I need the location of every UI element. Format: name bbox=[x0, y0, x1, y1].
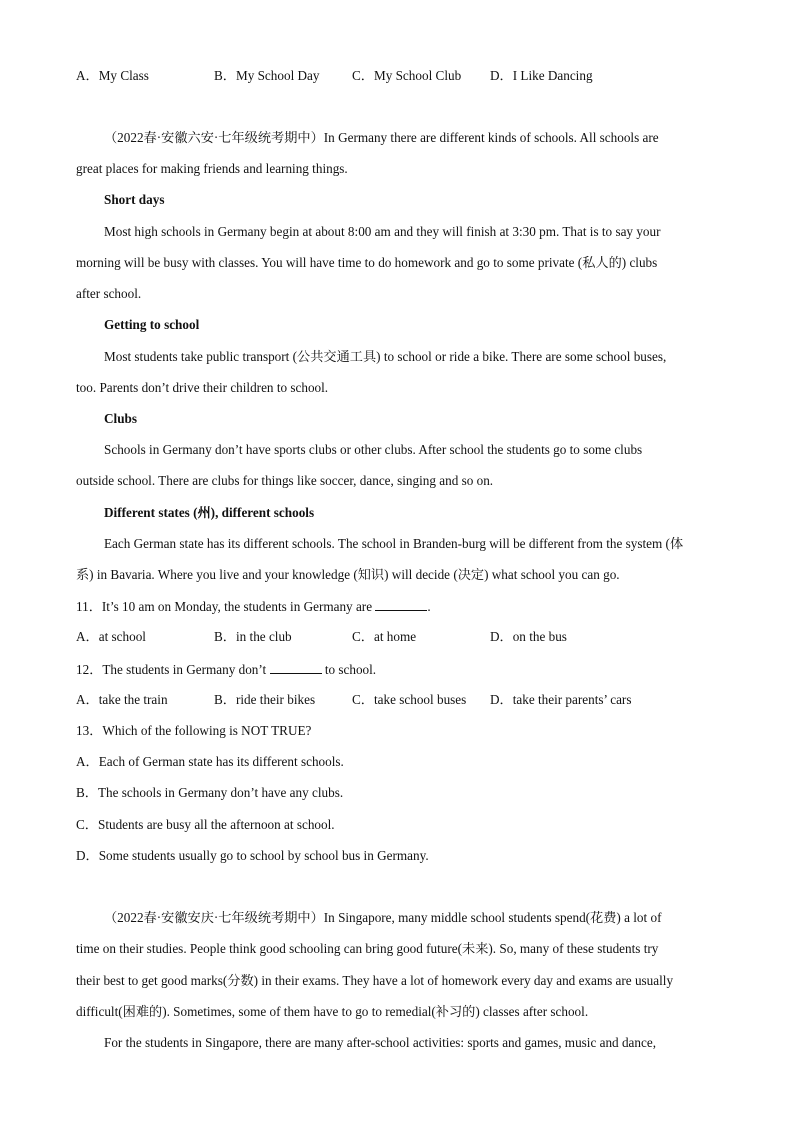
passage2-intro-line1: （2022春·安徽安庆·七年级统考期中）In Singapore, many middle school students spend(花费) a lot of bbox=[104, 910, 662, 925]
q10-option-d[interactable]: D．I Like Dancing bbox=[490, 68, 593, 83]
q10-option-c[interactable]: C．My School Club bbox=[352, 68, 462, 83]
q11-option-b[interactable]: B．in the club bbox=[214, 629, 292, 644]
passage1-intro-line1: （2022春·安徽六安·七年级统考期中）In Germany there are different kinds of schools. All schools are bbox=[104, 130, 659, 145]
q12-stem bbox=[76, 661, 376, 678]
q11-stem bbox=[76, 598, 431, 615]
passage1-para1-line3: after school. bbox=[76, 286, 142, 301]
q12-option-d[interactable]: D．take their parents’ cars bbox=[490, 692, 632, 707]
passage1-intro-line2: great places for making friends and learning things. bbox=[76, 161, 348, 176]
q11-option-a[interactable]: A．at school bbox=[76, 629, 146, 644]
q10-option-b[interactable]: B．My School Day bbox=[214, 68, 320, 83]
q10-option-a[interactable]: A．My Class bbox=[76, 68, 149, 83]
passage1-para1-line1: Most high schools in Germany begin at about 8:00 am and they will finish at 3:30 pm. That is to say your bbox=[104, 224, 661, 239]
passage2-intro-line4: difficult(困难的). Sometimes, some of them have to go to remedial(补习的) classes after school. bbox=[76, 1004, 589, 1019]
q12-stem-text: 12．The students in Germany don’t bbox=[76, 662, 267, 677]
q12-answer-blank[interactable] bbox=[270, 661, 322, 674]
passage2-intro-line2: time on their studies. People think good schooling can bring good future(未来). So, many of these students try bbox=[76, 941, 659, 956]
passage1-para2-line1: Most students take public transport (公共交通工具) to school or ride a bike. There are some school buses, bbox=[104, 349, 667, 364]
passage1-heading-clubs: Clubs bbox=[104, 411, 137, 426]
q13-stem: 13．Which of the following is NOT TRUE? bbox=[76, 723, 312, 738]
q11-option-c[interactable]: C．at home bbox=[352, 629, 417, 644]
passage1-para1-line2: morning will be busy with classes. You will have time to do homework and go to some private (私人的) clubs bbox=[76, 255, 658, 270]
passage1-heading-getting-to-school: Getting to school bbox=[104, 317, 200, 332]
q12-option-b[interactable]: B．ride their bikes bbox=[214, 692, 316, 707]
passage2-intro-line3: their best to get good marks(分数) in their exams. They have a lot of homework every day and exams are usually bbox=[76, 973, 674, 988]
passage1-heading-different-states: Different states (州), different schools bbox=[104, 505, 315, 520]
passage1-para3-line2: outside school. There are clubs for things like soccer, dance, singing and so on. bbox=[76, 473, 494, 488]
passage1-para4-line2: 系) in Bavaria. Where you live and your knowledge (知识) will decide (决定) what school you can go. bbox=[76, 567, 620, 582]
passage1-heading-short-days: Short days bbox=[104, 192, 165, 207]
passage1-para3-line1: Schools in Germany don’t have sports clubs or other clubs. After school the students go to some clubs bbox=[104, 442, 643, 457]
q13-option-d[interactable]: D．Some students usually go to school by school bus in Germany. bbox=[76, 848, 429, 863]
q13-option-b[interactable]: B．The schools in Germany don’t have any clubs. bbox=[76, 785, 344, 800]
passage1-para2-line2: too. Parents don’t drive their children to school. bbox=[76, 380, 329, 395]
q13-option-a[interactable]: A．Each of German state has its different schools. bbox=[76, 754, 344, 769]
passage2-para1-line1: For the students in Singapore, there are many after-school activities: sports and games, music and dance, bbox=[104, 1035, 656, 1050]
passage1-para4-line1: Each German state has its different schools. The school in Branden-burg will be different from the system (体 bbox=[104, 536, 684, 551]
q12-option-c[interactable]: C．take school buses bbox=[352, 692, 467, 707]
q12-option-a[interactable]: A．take the train bbox=[76, 692, 168, 707]
q11-stem-end: . bbox=[427, 599, 431, 614]
q13-option-c[interactable]: C．Students are busy all the afternoon at school. bbox=[76, 817, 335, 832]
q11-option-d[interactable]: D．on the bus bbox=[490, 629, 567, 644]
q12-stem-end: to school. bbox=[324, 662, 377, 677]
q11-stem-text: 11．It’s 10 am on Monday, the students in Germany are bbox=[76, 599, 373, 614]
q11-answer-blank[interactable] bbox=[375, 598, 427, 611]
